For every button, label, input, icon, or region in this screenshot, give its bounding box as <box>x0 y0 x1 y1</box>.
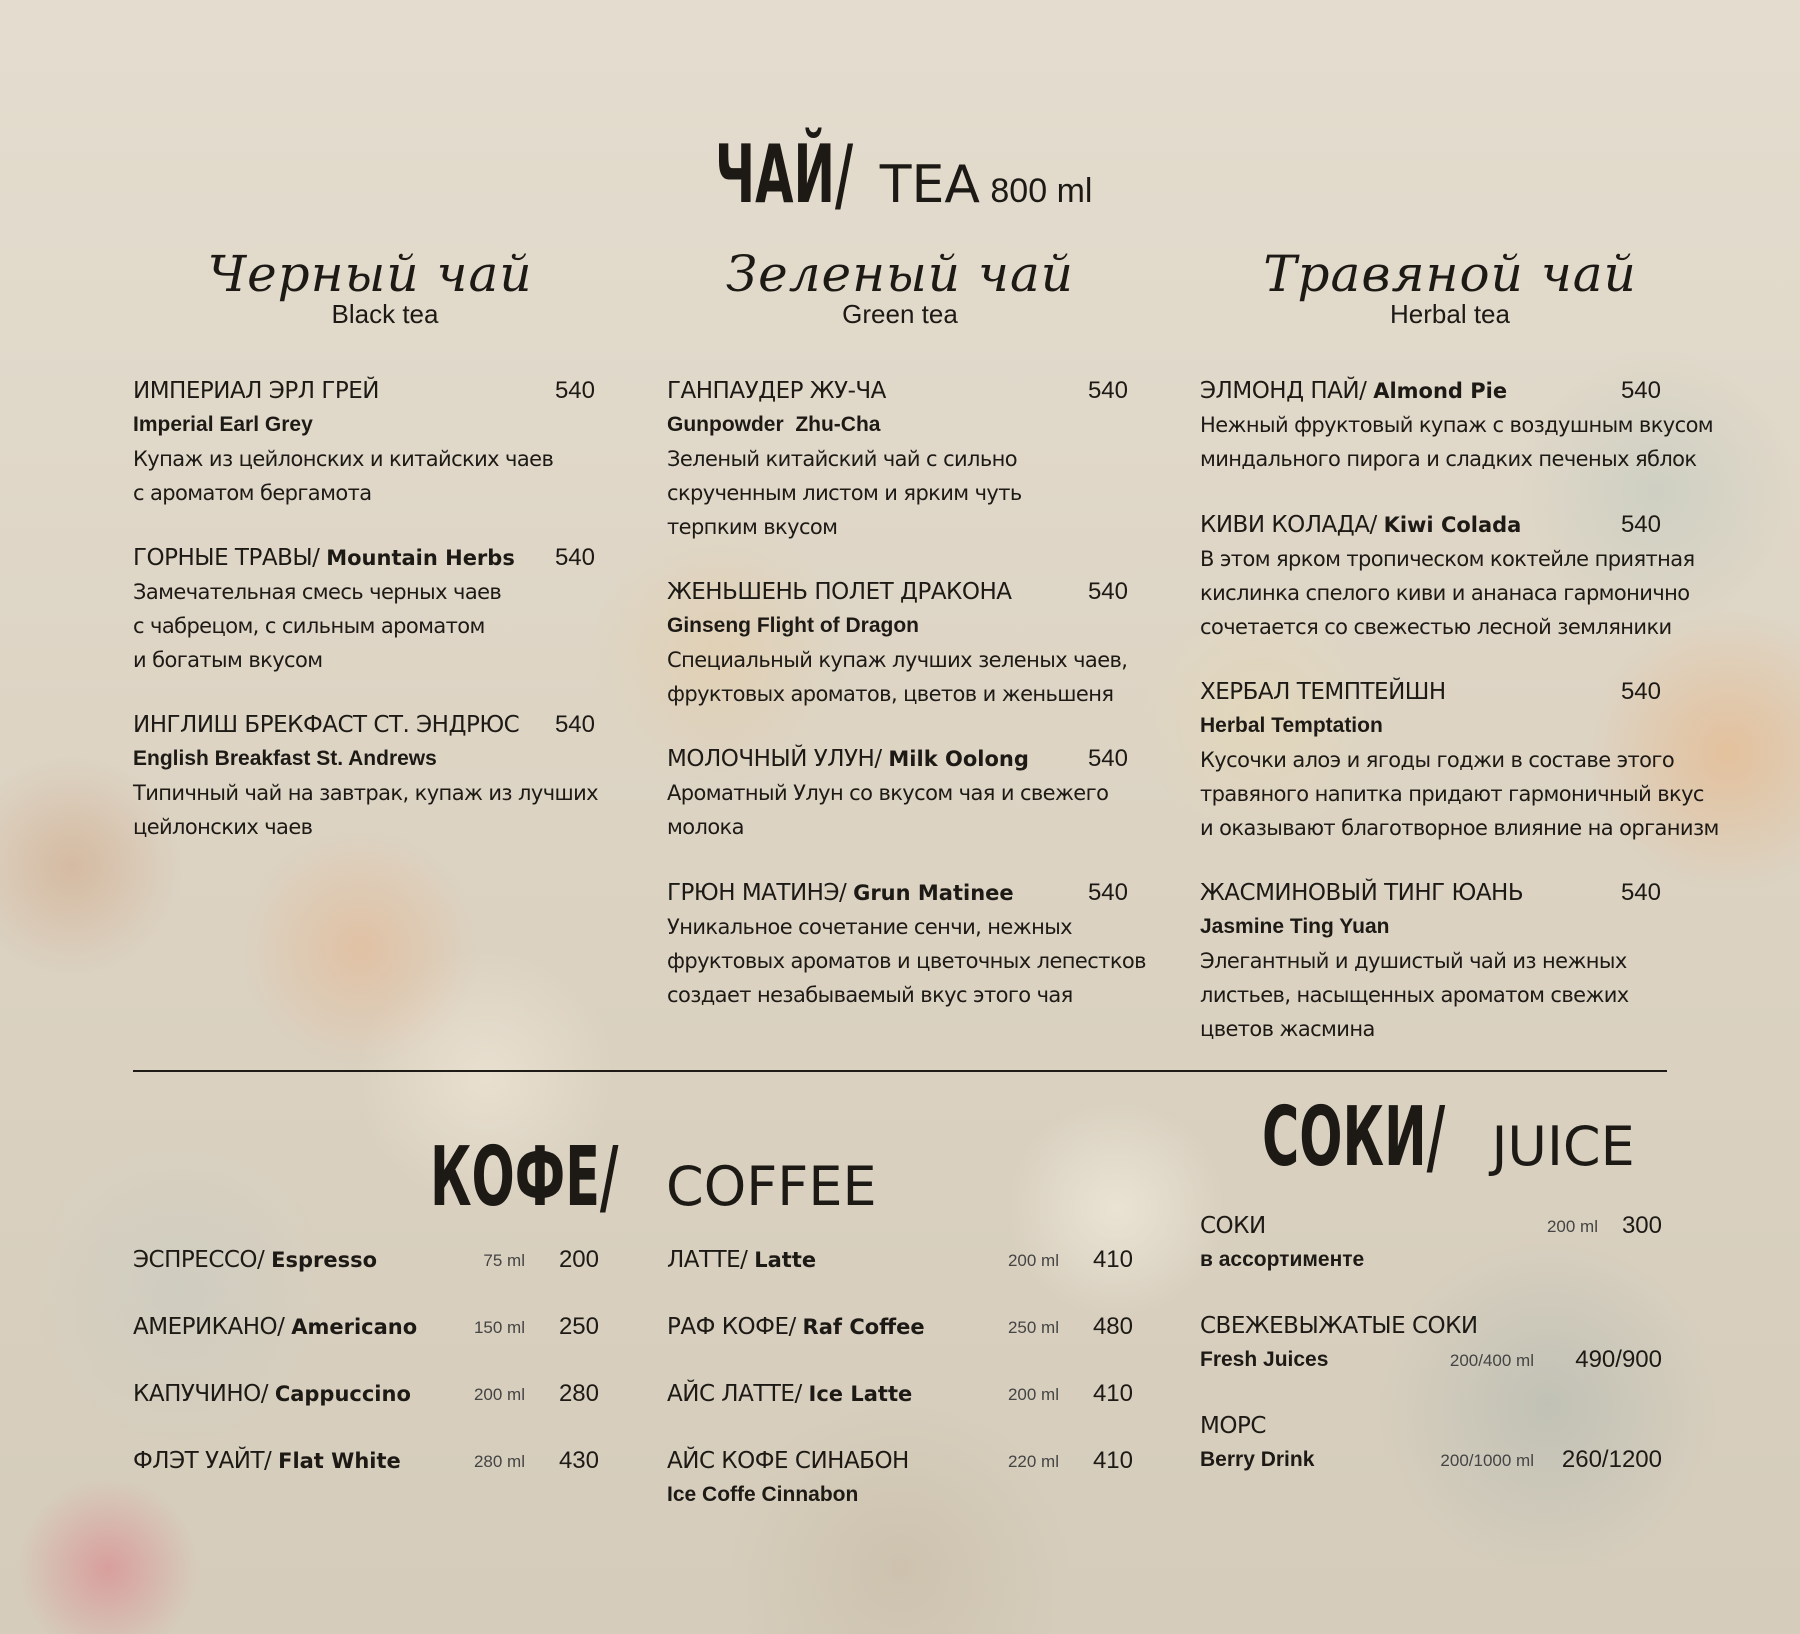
coffee-item-espresso <box>133 1243 599 1277</box>
juice-item-fresh-juices <box>1200 1309 1662 1377</box>
item-price: 540 <box>1087 745 1128 772</box>
menu-item-kiwi-colada <box>1200 508 1695 644</box>
juice-title-ru: СОКИ/ <box>1262 1090 1446 1185</box>
item-description: Элегантный и душистый чай из нежных <box>1200 949 1627 973</box>
item-volume: 200 ml <box>1007 1251 1059 1270</box>
item-name: АЙС ЛАТТЕ/ Ice Latte <box>667 1381 913 1407</box>
item-price: 540 <box>1620 879 1661 906</box>
item-description: Уникальное сочетание сенчи, нежных <box>667 915 1073 939</box>
item-subtitle: Fresh Juices <box>1200 1348 1329 1371</box>
item-name: ГАНПАУДЕР ЖУ-ЧА <box>667 378 886 404</box>
coffee-item-ice-latte <box>667 1377 1133 1411</box>
menu-item-gunpowder-zhu-cha <box>667 374 1128 544</box>
coffee-item-latte <box>667 1243 1133 1277</box>
tea-title-en: TEA <box>879 155 980 215</box>
item-name: ЭЛМОНД ПАЙ/ Almond Pie <box>1200 378 1508 404</box>
item-price: 480 <box>1092 1313 1133 1340</box>
item-description: молока <box>667 815 744 839</box>
item-description: Зеленый китайский чай с сильно <box>667 447 1018 471</box>
item-volume: 200 ml <box>1546 1217 1598 1236</box>
item-name: ХЕРБАЛ ТЕМПТЕЙШН <box>1200 679 1446 705</box>
item-name: КИВИ КОЛАДА/ Kiwi Colada <box>1200 512 1522 538</box>
item-description: Купаж из цейлонских и китайских чаев <box>133 447 554 471</box>
item-name-en: Imperial Earl Grey <box>133 413 313 436</box>
item-price: 540 <box>1087 377 1128 404</box>
item-name-en: Gunpowder Zhu-Cha <box>667 413 881 436</box>
item-name-en: Americano <box>291 1315 418 1339</box>
tea-title <box>715 128 1093 221</box>
black-tea-header <box>190 245 550 330</box>
item-description: цейлонских чаев <box>133 815 313 839</box>
item-volume: 200/400 ml <box>1449 1351 1534 1370</box>
item-price: 540 <box>1620 511 1661 538</box>
green-tea-en-title: Green tea <box>842 299 958 329</box>
item-volume: 200 ml <box>1007 1385 1059 1404</box>
item-name: ФЛЭТ УАЙТ/ Flat White <box>133 1448 401 1474</box>
coffee-title-en: COFFEE <box>666 1155 877 1218</box>
item-name: ЛАТТЕ/ Latte <box>667 1247 817 1273</box>
tea-title-ru: ЧАЙ/ <box>715 128 854 221</box>
item-subtitle: Berry Drink <box>1200 1448 1315 1471</box>
coffee-item-americano <box>133 1310 599 1344</box>
item-description: с ароматом бергамота <box>133 481 372 505</box>
item-name: РАФ КОФЕ/ Raf Coffee <box>667 1314 925 1340</box>
item-name-en: Kiwi Colada <box>1383 513 1522 537</box>
item-volume: 280 ml <box>473 1452 525 1471</box>
item-name: КАПУЧИНО/ Cappuccino <box>133 1381 411 1407</box>
juice-title <box>1262 1090 1635 1185</box>
item-description: и богатым вкусом <box>133 648 323 672</box>
item-price: 280 <box>558 1380 599 1407</box>
item-price: 540 <box>554 544 595 571</box>
item-name-en: Espresso <box>271 1248 378 1272</box>
item-name-en: English Breakfast St. Andrews <box>133 747 437 770</box>
item-description: скрученным листом и ярким чуть <box>667 481 1022 505</box>
item-name: МОЛОЧНЫЙ УЛУН/ Milk Oolong <box>667 746 1029 772</box>
item-name: ГРЮН МАТИНЭ/ Grun Matinee <box>667 880 1014 906</box>
juice-item-berry-drink <box>1200 1409 1662 1477</box>
item-name-en: Ice Coffe Cinnabon <box>667 1483 859 1506</box>
item-description: цветов жасмина <box>1200 1017 1375 1041</box>
item-volume: 75 ml <box>483 1251 525 1270</box>
black-tea-script-title: Черный чай <box>207 245 533 303</box>
item-subtitle: в ассортименте <box>1200 1248 1365 1271</box>
item-volume: 250 ml <box>1007 1318 1059 1337</box>
item-price: 300 <box>1621 1212 1662 1239</box>
item-name-en: Latte <box>754 1248 817 1272</box>
item-name: СВЕЖЕВЫЖАТЫЕ СОКИ <box>1200 1313 1478 1339</box>
juice-item-juices <box>1200 1209 1662 1277</box>
item-description: с чабрецом, с сильным ароматом <box>133 614 485 638</box>
item-name: АМЕРИКАНО/ Americano <box>133 1314 418 1340</box>
item-description: фруктовых ароматов и цветочных лепестков <box>667 949 1146 973</box>
item-volume: 220 ml <box>1007 1452 1059 1471</box>
item-name-en: Cappuccino <box>274 1382 411 1406</box>
item-price: 430 <box>558 1447 599 1474</box>
item-name: ИМПЕРИАЛ ЭРЛ ГРЕЙ <box>133 378 379 404</box>
green-tea-script-title: Зеленый чай <box>725 245 1075 303</box>
item-name: МОРС <box>1200 1413 1266 1439</box>
item-price: 540 <box>1620 678 1661 705</box>
item-description: кислинка спелого киви и ананаса гармонично <box>1200 581 1690 605</box>
item-description: миндального пирога и сладких печеных яблок <box>1200 447 1697 471</box>
item-name: СОКИ <box>1200 1213 1266 1239</box>
item-name: ИНГЛИШ БРЕКФАСТ СТ. ЭНДРЮС <box>133 712 520 738</box>
tea-volume: 800 ml <box>990 172 1093 210</box>
item-name-en: Raf Coffee <box>802 1315 925 1339</box>
menu-item-almond-pie <box>1200 374 1714 476</box>
item-volume: 150 ml <box>473 1318 525 1337</box>
item-description: Ароматный Улун со вкусом чая и свежего <box>667 781 1109 805</box>
item-price: 250 <box>558 1313 599 1340</box>
menu-item-herbal-temptation <box>1200 675 1719 845</box>
item-volume: 200/1000 ml <box>1440 1451 1534 1470</box>
item-name: ГОРНЫЕ ТРАВЫ/ Mountain Herbs <box>133 545 515 571</box>
coffee-item-flat-white <box>133 1444 599 1478</box>
item-price: 540 <box>1087 578 1128 605</box>
item-price: 540 <box>554 377 595 404</box>
item-description: Кусочки алоэ и ягоды годжи в составе этого <box>1200 748 1675 772</box>
item-name: ЖЕНЬШЕНЬ ПОЛЕТ ДРАКОНА <box>667 579 1012 605</box>
item-description: Специальный купаж лучших зеленых чаев, <box>667 648 1128 672</box>
coffee-item-raf-coffee <box>667 1310 1133 1344</box>
item-description: листьев, насыщенных ароматом свежих <box>1200 983 1629 1007</box>
coffee-item-ice-coffee-cinnabon <box>667 1444 1133 1512</box>
herbal-tea-header <box>1250 245 1650 330</box>
item-name-en: Ginseng Flight of Dragon <box>667 614 919 637</box>
juice-title-en: JUICE <box>1491 1115 1635 1178</box>
coffee-title <box>430 1130 877 1225</box>
item-name: АЙС КОФЕ СИНАБОН <box>667 1448 909 1474</box>
section-divider <box>133 1070 1667 1072</box>
item-price: 540 <box>1620 377 1661 404</box>
item-name-en: Ice Latte <box>808 1382 913 1406</box>
item-name-en: Almond Pie <box>1373 379 1508 403</box>
item-description: фруктовых ароматов, цветов и женьшеня <box>667 682 1114 706</box>
item-price: 540 <box>554 711 595 738</box>
item-price: 410 <box>1092 1447 1133 1474</box>
item-price: 260/1200 <box>1561 1446 1662 1473</box>
menu-item-jasmine-ting-yuan <box>1200 876 1661 1046</box>
item-price: 410 <box>1092 1246 1133 1273</box>
item-description: травяного напитка придают гармоничный вкус <box>1200 782 1704 806</box>
item-name-en: Milk Oolong <box>888 747 1029 771</box>
item-description: Замечательная смесь черных чаев <box>133 580 502 604</box>
item-description: Типичный чай на завтрак, купаж из лучших <box>133 781 598 805</box>
item-price: 540 <box>1087 879 1128 906</box>
item-name-en: Flat White <box>278 1449 401 1473</box>
item-name: ЭСПРЕССО/ Espresso <box>133 1247 378 1273</box>
herbal-tea-en-title: Herbal tea <box>1390 299 1510 329</box>
item-description: терпким вкусом <box>667 515 838 539</box>
item-volume: 200 ml <box>473 1385 525 1404</box>
coffee-title-ru: КОФЕ/ <box>430 1130 619 1225</box>
menu-item-mountain-herbs <box>133 541 595 677</box>
item-description: и оказывают благотворное влияние на организм <box>1200 816 1719 840</box>
item-name-en: Mountain Herbs <box>326 546 515 570</box>
item-description: сочетается со свежестью лесной земляники <box>1200 615 1672 639</box>
menu-item-ginseng-flight-of-dragon <box>667 575 1128 711</box>
item-description: Нежный фруктовый купаж с воздушным вкусом <box>1200 413 1714 437</box>
item-name: ЖАСМИНОВЫЙ ТИНГ ЮАНЬ <box>1200 880 1524 906</box>
menu-item-milk-oolong <box>667 742 1128 844</box>
herbal-tea-script-title: Травяной чай <box>1263 245 1637 303</box>
menu-item-imperial-earl-grey <box>133 374 595 510</box>
menu-item-english-breakfast <box>133 708 598 844</box>
item-price: 490/900 <box>1575 1346 1662 1373</box>
item-description: создает незабываемый вкус этого чая <box>667 983 1073 1007</box>
black-tea-en-title: Black tea <box>331 299 439 329</box>
item-name-en: Grun Matinee <box>853 881 1014 905</box>
item-price: 200 <box>558 1246 599 1273</box>
item-price: 410 <box>1092 1380 1133 1407</box>
item-description: В этом ярком тропическом коктейле приятная <box>1200 547 1695 571</box>
menu-item-grun-matinee <box>667 876 1146 1012</box>
green-tea-header <box>720 245 1080 330</box>
item-name-en: Herbal Temptation <box>1200 714 1383 737</box>
coffee-item-cappuccino <box>133 1377 599 1411</box>
item-name-en: Jasmine Ting Yuan <box>1200 915 1390 938</box>
